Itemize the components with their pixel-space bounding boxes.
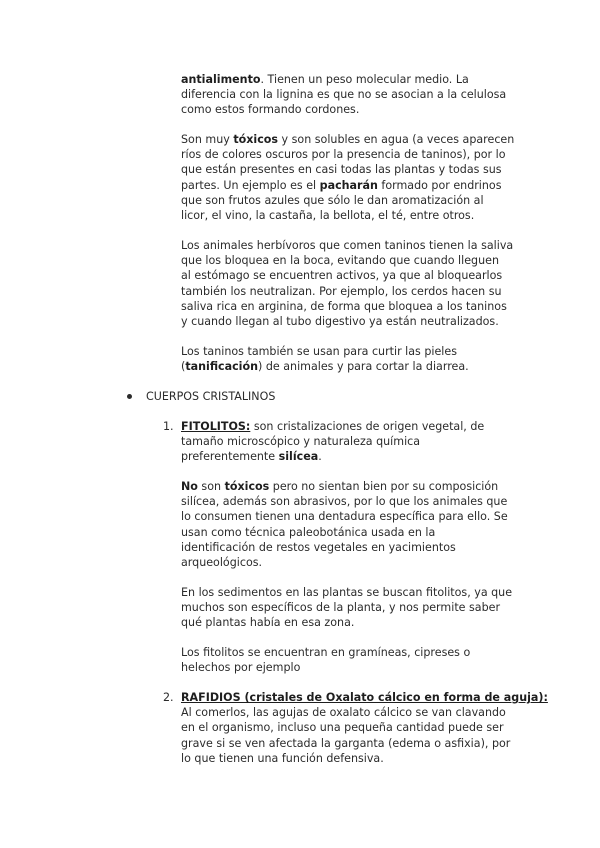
bold-term: tóxicos (224, 480, 270, 493)
text-line: lo consumen tienen una dentadura específica para ello. Se (181, 510, 508, 524)
underlined-term: FITOLITOS: (181, 420, 251, 433)
text-line: como estos formando cordones. (181, 103, 360, 117)
bold-term: No (181, 480, 198, 493)
text-line: Los taninos también se usan para curtir las pieles (181, 345, 457, 358)
text: ) de animales y para cortar la diarrea. (258, 360, 469, 374)
heading-text: CUERPOS CRISTALINOS (146, 390, 276, 403)
text-line: saliva rica en arginina, de forma que bloquea a los taninos (181, 299, 507, 313)
text-line: tamaño microscópico y naturaleza química (181, 435, 421, 449)
text-line: Los animales herbívoros que comen taninos tienen la saliva (181, 239, 514, 252)
text: son cristalizaciones de origen vegetal, de (250, 420, 485, 433)
text: . Tienen un peso molecular medio. La (260, 73, 469, 86)
bullet-heading (127, 389, 275, 404)
text: formado por endrinos (377, 178, 502, 192)
text: partes. Un ejemplo es el (181, 178, 320, 192)
paragraph-herbivoros (181, 238, 531, 329)
bold-term: antialimento (181, 73, 261, 86)
text-line: también los neutralizan. Por ejemplo, los cerdos hacen su (181, 284, 502, 298)
text-line: al estómago se encuentren activos, ya que al bloquearlos (181, 269, 503, 283)
text-line: que son frutos azules que sólo le dan aromatización al (181, 193, 484, 207)
text-line: en el organismo, incluso una pequeña cantidad puede ser (181, 721, 504, 735)
paragraph-antialimento (181, 72, 531, 118)
text-line: identificación de restos vegetales en yacimientos (181, 540, 456, 554)
text-line: diferencia con la lignina es que no se asocian a la celulosa (181, 88, 507, 102)
text-line: silícea, además son abrasivos, por lo que los animales que (181, 495, 508, 509)
paragraph-no-toxicos (181, 479, 531, 570)
paragraph-fitolitos-gramineas (181, 645, 531, 675)
text-line: qué plantas había en esa zona. (181, 616, 355, 630)
text: Son muy (181, 133, 234, 146)
list-item-rafidios (181, 690, 548, 766)
text-line: Los fitolitos se encuentran en gramíneas, cipreses o (181, 646, 471, 659)
list-item-fitolitos (181, 419, 531, 465)
text-line: lo que tienen una función defensiva. (181, 751, 384, 765)
bold-term: tóxicos (233, 133, 279, 146)
text-line: ríos de colores oscuros por la presencia de taninos), por lo (181, 148, 506, 162)
text-line: que están presentes en casi todas las plantas y todas sus (181, 163, 502, 177)
text: preferentemente (181, 450, 279, 464)
text: pero no sientan bien por su composición (269, 480, 499, 493)
text-line: licor, el vino, la castaña, la bellota, el té, entre otros. (181, 209, 475, 223)
bold-term: tanificación (185, 360, 259, 374)
text: son (197, 480, 225, 493)
paragraph-sedimentos (181, 585, 531, 631)
text: . (318, 450, 322, 464)
text-line: muchos son específicos de la planta, y nos permite saber (181, 601, 501, 615)
bold-term: silícea (278, 450, 319, 464)
underlined-term: RAFIDIOS (cristales de Oxalato cálcico en forma de aguja): (181, 691, 548, 704)
text-line: arqueológicos. (181, 556, 263, 570)
list-number: 1. (163, 420, 174, 433)
paragraph-toxicos (181, 132, 531, 223)
text: y son solubles en agua (a veces aparecen (278, 133, 515, 146)
list-number: 2. (163, 691, 174, 704)
text-line: helechos por ejemplo (181, 661, 301, 675)
bold-term: pacharán (319, 178, 378, 192)
text-line: Al comerlos, las agujas de oxalato cálcico se van clavando (181, 706, 506, 720)
text-line: que los bloquea en la boca, evitando que cuando lleguen (181, 254, 499, 268)
text: ( (181, 360, 186, 374)
text-line: En los sedimentos en las plantas se buscan fitolitos, ya que (181, 586, 513, 599)
text-line: y cuando llegan al tubo digestivo ya están neutralizados. (181, 315, 499, 329)
bullet-dot-icon (127, 394, 132, 399)
text-line: grave si se ven afectada la garganta (edema o asfixia), por (181, 736, 511, 750)
paragraph-tanificacion (181, 344, 531, 374)
text-line: usan como técnica paleobotánica usada en la (181, 525, 436, 539)
